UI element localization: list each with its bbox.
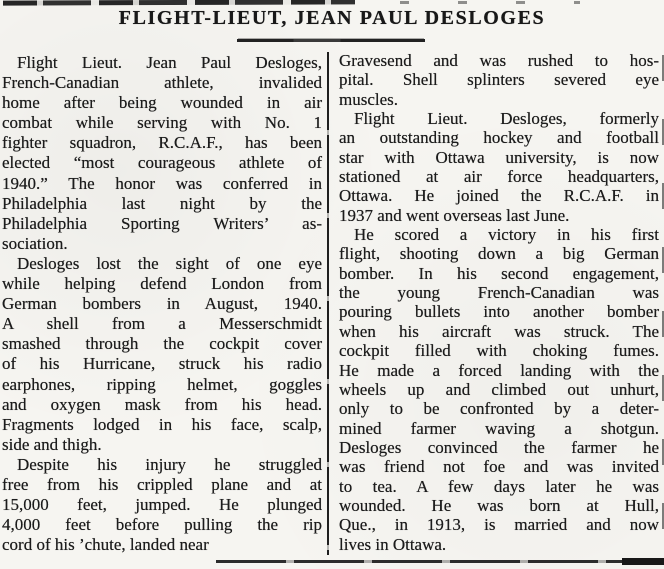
article-line: Philadelphia Sporting Writers’ as- — [2, 213, 322, 233]
article-line: He scored a victory in his first — [354, 225, 659, 245]
article-line: fighter squadron, R.C.A.F., has been — [2, 133, 322, 153]
article-line: an outstanding hockey and football — [339, 128, 659, 148]
article-line: muscles. — [339, 89, 399, 109]
article-line: pital. Shell splinters severed eye — [339, 70, 659, 90]
article-line: only to be confronted by a deter- — [339, 399, 659, 419]
article-line: 1937 and went overseas last June. — [339, 205, 570, 225]
article-body — [0, 50, 664, 565]
column-left — [0, 50, 327, 565]
article-line: Flight Lieut. Jean Paul Desloges, — [17, 53, 322, 72]
article-line: Gravesend and was rushed to hos- — [339, 51, 659, 70]
article-line: 15,000 feet, jumped. He plunged — [2, 495, 322, 515]
article-line: Ottawa. He joined the R.C.A.F. in — [339, 186, 659, 206]
article-line: Que., in 1913, is married and now — [339, 515, 659, 535]
article-line: when his aircraft was struck. The — [339, 321, 659, 341]
article-line: bomber. In his second engagement, — [339, 263, 659, 283]
article-line: 4,000 feet before pulling the rip — [2, 515, 322, 535]
article-line: to tea. A few days later he was — [339, 476, 659, 496]
top-rule — [3, 0, 355, 6]
article-line: of his Hurricane, struck his radio — [2, 354, 322, 374]
article-line: wounded. He was born at Hull, — [339, 495, 659, 515]
article-line: Philadelphia last night by the — [2, 193, 322, 213]
article-line: sociation. — [2, 233, 68, 253]
article-line: pouring bullets into another bomber — [339, 302, 659, 322]
article-line: earphones, ripping helmet, goggles — [2, 374, 322, 394]
article-line: elected “most courageous athlete of — [2, 153, 322, 173]
article-line: free from his crippled plane and at — [2, 474, 322, 494]
article-line: while helping defend London from — [2, 274, 322, 294]
article-line: stationed at air force headquarters, — [339, 167, 659, 187]
article-line: Desloges lost the sight of one eye — [17, 253, 322, 273]
article-line: and oxygen mask from his head. — [2, 394, 322, 414]
article-line: smashed through the cockpit cover — [2, 334, 322, 354]
article-line: wheels up and climbed out unhurt, — [339, 379, 659, 399]
article-line: star with Ottawa university, is now — [339, 147, 659, 167]
column-right — [329, 50, 664, 565]
article-line: the young French-Canadian was — [339, 283, 659, 303]
article-line: 1940.” The honor was conferred in — [2, 173, 322, 193]
article-line: cord of his ’chute, landed near — [2, 535, 209, 555]
article-line: Fragments lodged in his face, scalp, — [2, 414, 322, 434]
article-line: side and thigh. — [2, 434, 102, 454]
headline: FLIGHT-LIEUT, JEAN PAUL DESLOGES — [118, 7, 546, 29]
article-line: Despite his injury he struggled — [17, 454, 322, 474]
article-line: flight, shooting down a big German — [339, 244, 659, 264]
article-line: was friend not foe and was invited — [339, 457, 659, 477]
top-rule-specks — [400, 1, 580, 4]
article-line: combat while serving with No. 1 — [2, 113, 322, 133]
article-line: A shell from a Messerschmidt — [2, 314, 322, 334]
article-line: Desloges convinced the farmer he — [339, 437, 659, 457]
bottom-rule — [216, 560, 664, 563]
headline-underline-rule — [237, 39, 425, 42]
article-line: Flight Lieut. Desloges, formerly — [354, 109, 659, 129]
article-line: cockpit filled with choking fumes. — [339, 341, 659, 361]
article-line: mined farmer waving a shotgun. — [339, 418, 659, 438]
article-line: home after being wounded in air — [2, 93, 322, 113]
article-line: lives in Ottawa. — [339, 534, 447, 554]
article-line: French-Canadian athlete, invalided — [2, 73, 322, 93]
article-line: German bombers in August, 1940. — [2, 294, 322, 314]
article-line: He made a forced landing with the — [339, 360, 659, 380]
